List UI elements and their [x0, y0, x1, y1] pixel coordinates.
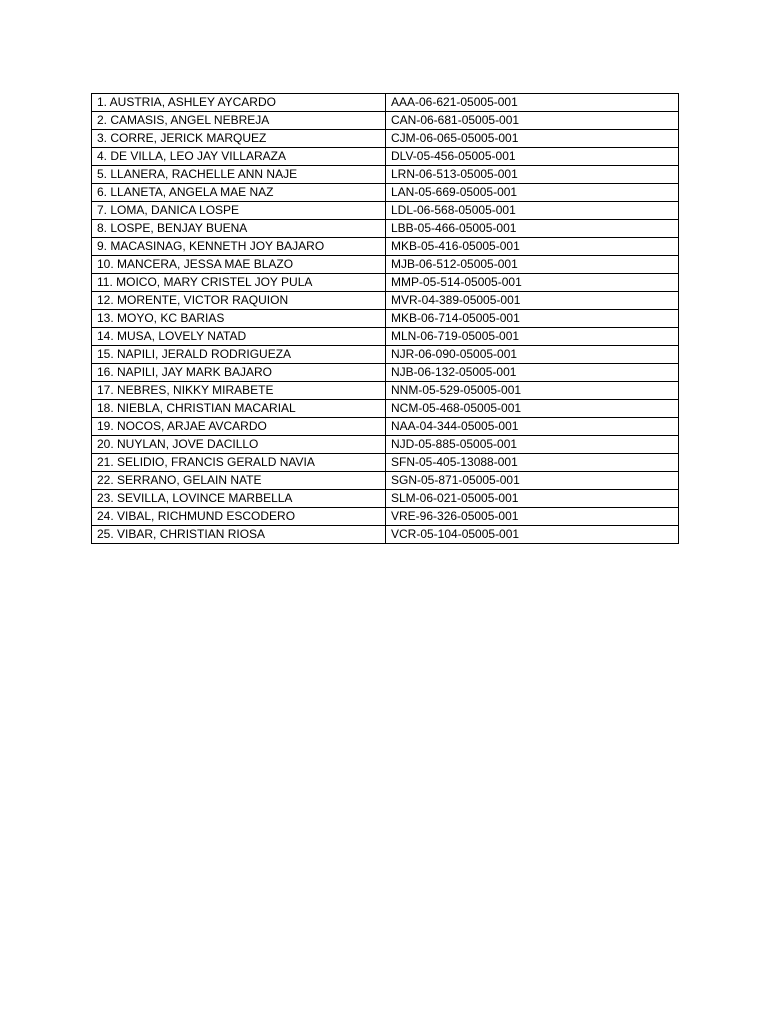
student-name-cell: 10. MANCERA, JESSA MAE BLAZO [92, 256, 386, 274]
student-name-cell: 21. SELIDIO, FRANCIS GERALD NAVIA [92, 454, 386, 472]
student-name-cell: 23. SEVILLA, LOVINCE MARBELLA [92, 490, 386, 508]
student-name-cell: 15. NAPILI, JERALD RODRIGUEZA [92, 346, 386, 364]
student-name-cell: 12. MORENTE, VICTOR RAQUION [92, 292, 386, 310]
table-row [92, 400, 679, 418]
table-row [92, 166, 679, 184]
student-name-cell: 14. MUSA, LOVELY NATAD [92, 328, 386, 346]
table-row [92, 274, 679, 292]
student-name-cell: 17. NEBRES, NIKKY MIRABETE [92, 382, 386, 400]
student-code-cell: MVR-04-389-05005-001 [386, 292, 679, 310]
student-code-cell: MLN-06-719-05005-001 [386, 328, 679, 346]
table-row [92, 130, 679, 148]
student-code-cell: NAA-04-344-05005-001 [386, 418, 679, 436]
student-code-cell: CJM-06-065-05005-001 [386, 130, 679, 148]
student-code-cell: CAN-06-681-05005-001 [386, 112, 679, 130]
student-name-cell: 25. VIBAR, CHRISTIAN RIOSA [92, 526, 386, 544]
table-row [92, 238, 679, 256]
student-code-cell: MJB-06-512-05005-001 [386, 256, 679, 274]
student-code-cell: LAN-05-669-05005-001 [386, 184, 679, 202]
student-name-cell: 16. NAPILI, JAY MARK BAJARO [92, 364, 386, 382]
table-row [92, 292, 679, 310]
student-code-cell: NNM-05-529-05005-001 [386, 382, 679, 400]
student-name-cell: 19. NOCOS, ARJAE AVCARDO [92, 418, 386, 436]
table-row [92, 454, 679, 472]
student-name-cell: 4. DE VILLA, LEO JAY VILLARAZA [92, 148, 386, 166]
student-code-cell: NCM-05-468-05005-001 [386, 400, 679, 418]
table-row [92, 382, 679, 400]
table-row [92, 148, 679, 166]
student-name-cell: 7. LOMA, DANICA LOSPE [92, 202, 386, 220]
student-code-cell: AAA-06-621-05005-001 [386, 94, 679, 112]
student-code-cell: SLM-06-021-05005-001 [386, 490, 679, 508]
student-code-cell: VCR-05-104-05005-001 [386, 526, 679, 544]
student-name-cell: 1. AUSTRIA, ASHLEY AYCARDO [92, 94, 386, 112]
student-name-cell: 18. NIEBLA, CHRISTIAN MACARIAL [92, 400, 386, 418]
student-code-cell: NJR-06-090-05005-001 [386, 346, 679, 364]
student-name-cell: 5. LLANERA, RACHELLE ANN NAJE [92, 166, 386, 184]
student-name-cell: 22. SERRANO, GELAIN NATE [92, 472, 386, 490]
student-code-cell: NJD-05-885-05005-001 [386, 436, 679, 454]
table-row [92, 220, 679, 238]
student-name-cell: 24. VIBAL, RICHMUND ESCODERO [92, 508, 386, 526]
table-row [92, 346, 679, 364]
student-code-cell: MKB-06-714-05005-001 [386, 310, 679, 328]
table-row [92, 418, 679, 436]
table-row [92, 364, 679, 382]
table-row [92, 472, 679, 490]
student-code-cell: MMP-05-514-05005-001 [386, 274, 679, 292]
table-row [92, 526, 679, 544]
table-row [92, 328, 679, 346]
student-code-cell: NJB-06-132-05005-001 [386, 364, 679, 382]
table-row [92, 94, 679, 112]
student-name-cell: 3. CORRE, JERICK MARQUEZ [92, 130, 386, 148]
student-code-cell: SFN-05-405-13088-001 [386, 454, 679, 472]
roster-table [91, 93, 679, 544]
student-name-cell: 13. MOYO, KC BARIAS [92, 310, 386, 328]
student-name-cell: 20. NUYLAN, JOVE DACILLO [92, 436, 386, 454]
student-name-cell: 9. MACASINAG, KENNETH JOY BAJARO [92, 238, 386, 256]
student-name-cell: 8. LOSPE, BENJAY BUENA [92, 220, 386, 238]
student-code-cell: MKB-05-416-05005-001 [386, 238, 679, 256]
table-row [92, 184, 679, 202]
student-code-cell: LRN-06-513-05005-001 [386, 166, 679, 184]
student-name-cell: 6. LLANETA, ANGELA MAE NAZ [92, 184, 386, 202]
student-code-cell: LDL-06-568-05005-001 [386, 202, 679, 220]
table-row [92, 508, 679, 526]
student-code-cell: LBB-05-466-05005-001 [386, 220, 679, 238]
student-code-cell: DLV-05-456-05005-001 [386, 148, 679, 166]
student-name-cell: 11. MOICO, MARY CRISTEL JOY PULA [92, 274, 386, 292]
table-row [92, 436, 679, 454]
table-row [92, 310, 679, 328]
roster-table-body [92, 94, 679, 544]
table-row [92, 202, 679, 220]
table-row [92, 256, 679, 274]
student-code-cell: VRE-96-326-05005-001 [386, 508, 679, 526]
table-row [92, 490, 679, 508]
student-name-cell: 2. CAMASIS, ANGEL NEBREJA [92, 112, 386, 130]
student-code-cell: SGN-05-871-05005-001 [386, 472, 679, 490]
table-row [92, 112, 679, 130]
